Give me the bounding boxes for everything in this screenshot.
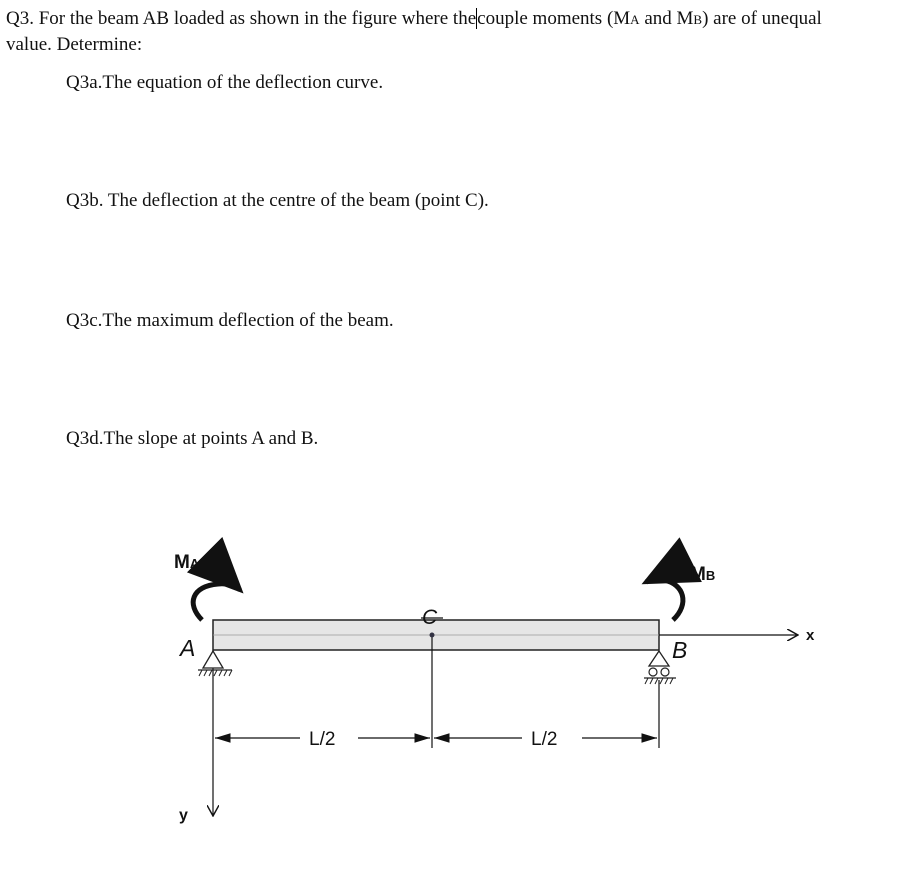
part-a: Q3a.The equation of the deflection curve.	[66, 72, 384, 93]
moment-b-label: MB	[690, 564, 716, 585]
question-text-end: ) are of unequal	[702, 8, 822, 29]
point-a-label: A	[180, 635, 196, 661]
point-c-marker	[430, 633, 435, 638]
point-b-label: B	[672, 637, 688, 663]
part-c: Q3c.The maximum deflection of the beam.	[66, 310, 394, 331]
dimension-label-left: L/2	[309, 729, 336, 750]
y-axis-label: y	[179, 807, 188, 824]
subscript-a: A	[630, 12, 640, 27]
pin-support-a	[198, 651, 232, 676]
question-text-moments: couple moments (M	[477, 8, 631, 29]
moment-a-arrow	[193, 584, 240, 620]
x-axis-label: x	[806, 627, 815, 644]
question-text-and: and M	[639, 8, 694, 29]
part-d: Q3d.The slope at points A and B.	[66, 428, 319, 449]
question-text-start: Q3. For the beam AB loaded as shown in the figure where the	[6, 8, 477, 29]
point-c-label: C	[422, 606, 438, 629]
subscript-b: B	[693, 12, 703, 27]
part-b: Q3b. The deflection at the centre of the beam (point C).	[66, 190, 489, 211]
moment-b-arrow	[646, 580, 683, 620]
question-text-line2: value. Determine:	[6, 34, 143, 55]
moment-a-label: MA	[174, 552, 200, 573]
dimension-label-right: L/2	[531, 729, 558, 750]
